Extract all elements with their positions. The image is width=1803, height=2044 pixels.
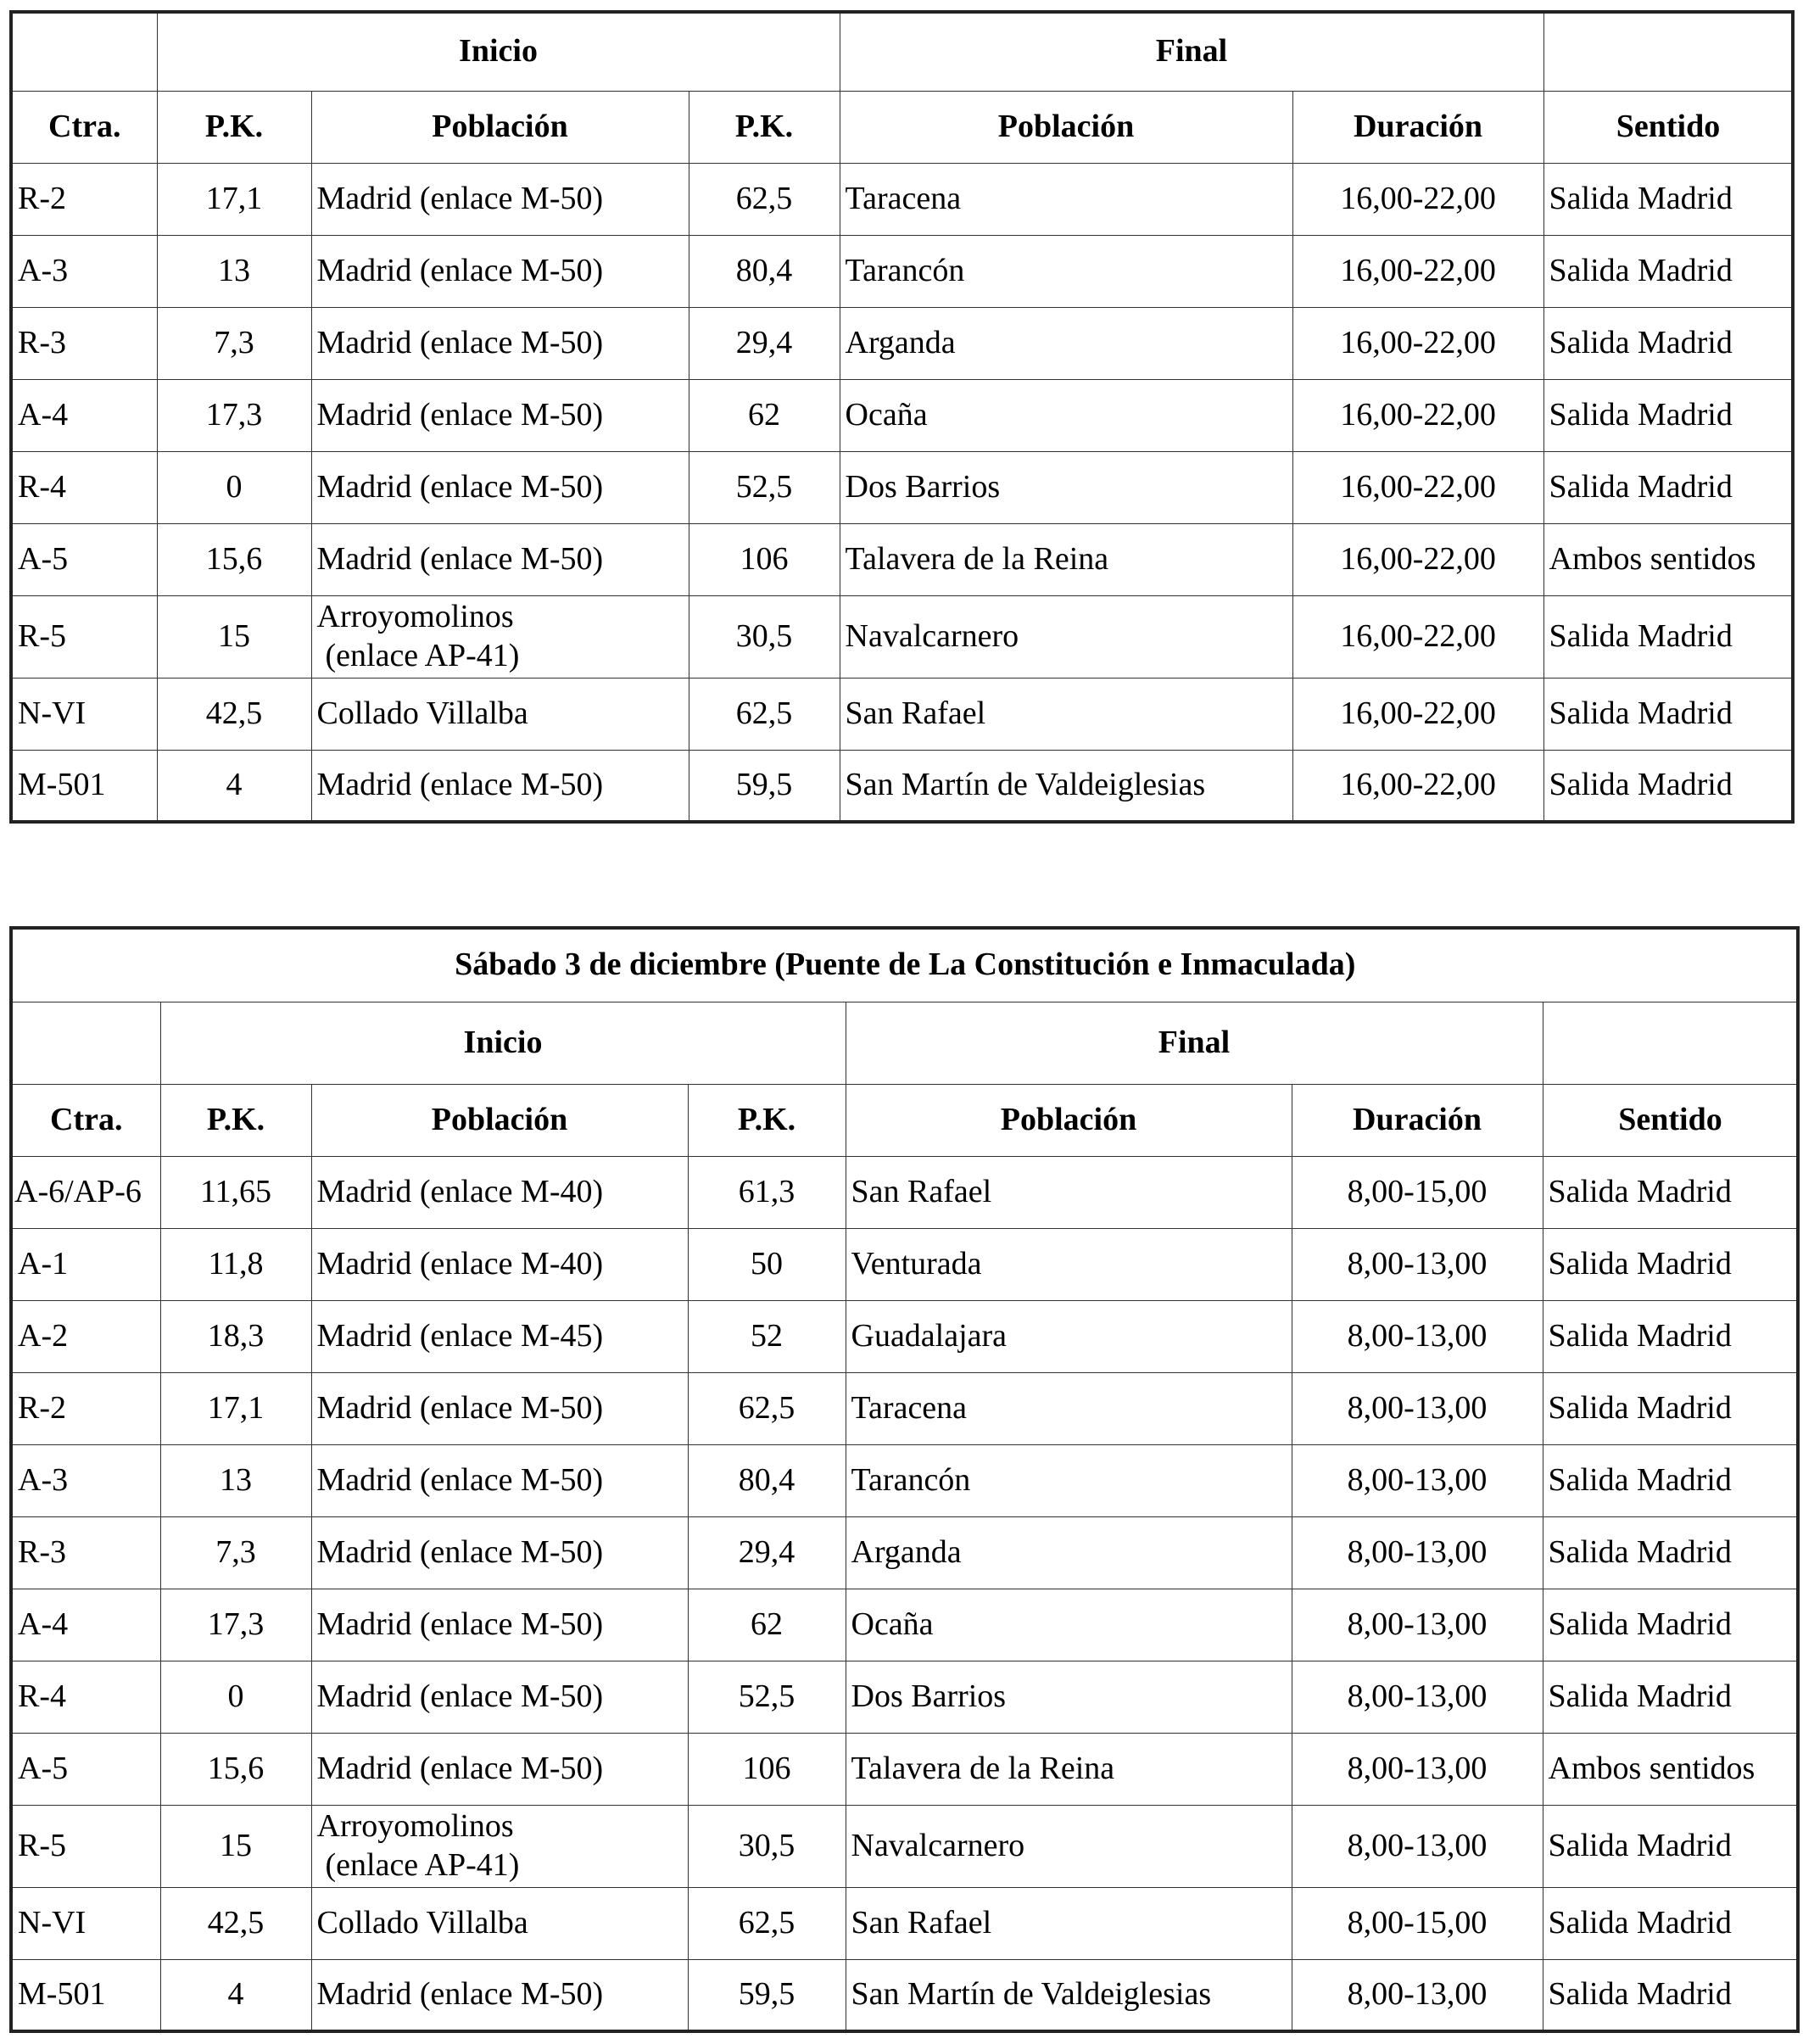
ctra-cell: A-3 — [11, 1444, 160, 1516]
pk-end-cell: 52 — [688, 1300, 846, 1372]
sentido-cell: Ambos sentidos — [1543, 1733, 1798, 1805]
duracion-cell: 8,00-13,00 — [1292, 1589, 1543, 1661]
pk-start-cell: 18,3 — [160, 1300, 311, 1372]
poblacion-start-cell: Madrid (enlace M-50) — [311, 750, 689, 822]
pk-start-cell: 11,65 — [160, 1156, 311, 1228]
duracion-cell: 8,00-13,00 — [1292, 1444, 1543, 1516]
empty-header-cell — [11, 1002, 160, 1084]
table-row — [11, 1300, 1798, 1372]
duracion-cell: 8,00-15,00 — [1292, 1156, 1543, 1228]
pk-start-cell: 15,6 — [160, 1733, 311, 1805]
ctra-cell: A-4 — [11, 1589, 160, 1661]
poblacion-line-1: Arroyomolinos — [316, 598, 514, 634]
poblacion-end-cell: Dos Barrios — [840, 451, 1292, 523]
poblacion-start-cell: Madrid (enlace M-50) — [311, 307, 689, 379]
poblacion-start-cell: Madrid (enlace M-50) — [311, 1589, 688, 1661]
duracion-cell: 16,00-22,00 — [1292, 163, 1543, 235]
pk-start-cell: 4 — [160, 1959, 311, 2031]
group-header-row — [11, 1002, 1798, 1084]
ctra-cell: A-1 — [11, 1228, 160, 1300]
duracion-header: Duración — [1292, 91, 1543, 163]
duracion-cell: 16,00-22,00 — [1292, 523, 1543, 595]
ctra-cell: M-501 — [11, 1959, 160, 2031]
poblacion-start-cell: Madrid (enlace M-50) — [311, 523, 689, 595]
group-header-row — [11, 12, 1793, 91]
inicio-header: Inicio — [160, 1002, 846, 1084]
table-row — [11, 1516, 1798, 1589]
poblacion-end-cell: San Martín de Valdeiglesias — [846, 1959, 1292, 2031]
closure-table-2 — [9, 926, 1800, 2033]
poblacion-line-2: (enlace AP-41) — [325, 637, 520, 673]
sentido-cell: Salida Madrid — [1543, 1589, 1798, 1661]
pk-end-cell: 29,4 — [688, 1516, 846, 1589]
pk-end-header: P.K. — [688, 1084, 846, 1156]
duracion-cell: 16,00-22,00 — [1292, 379, 1543, 451]
sentido-cell: Salida Madrid — [1543, 1805, 1798, 1887]
sentido-cell: Salida Madrid — [1543, 678, 1793, 750]
pk-end-cell: 61,3 — [688, 1156, 846, 1228]
pk-start-cell: 17,3 — [157, 379, 311, 451]
duracion-cell: 8,00-13,00 — [1292, 1300, 1543, 1372]
empty-header-cell — [1543, 1002, 1798, 1084]
poblacion-line-1: Arroyomolinos — [316, 1807, 514, 1844]
duracion-cell: 8,00-13,00 — [1292, 1959, 1543, 2031]
table-row — [11, 1228, 1798, 1300]
pk-end-cell: 62 — [688, 1589, 846, 1661]
poblacion-start-cell: Madrid (enlace M-40) — [311, 1156, 688, 1228]
poblacion-end-cell: Ocaña — [840, 379, 1292, 451]
pk-start-cell: 13 — [157, 235, 311, 307]
poblacion-start-cell: Madrid (enlace M-50) — [311, 163, 689, 235]
pk-end-cell: 80,4 — [688, 1444, 846, 1516]
duracion-cell: 16,00-22,00 — [1292, 678, 1543, 750]
poblacion-end-cell: Tarancón — [840, 235, 1292, 307]
table-row — [11, 163, 1793, 235]
poblacion-start-cell: Madrid (enlace M-50) — [311, 451, 689, 523]
final-header: Final — [840, 12, 1543, 91]
duracion-cell: 16,00-22,00 — [1292, 750, 1543, 822]
table-row — [11, 678, 1793, 750]
duracion-cell: 8,00-13,00 — [1292, 1372, 1543, 1444]
sentido-cell: Salida Madrid — [1543, 1516, 1798, 1589]
table-row — [11, 750, 1793, 822]
table-row — [11, 307, 1793, 379]
pk-start-cell: 7,3 — [160, 1516, 311, 1589]
poblacion-start-header: Población — [311, 1084, 688, 1156]
poblacion-end-cell: San Rafael — [846, 1887, 1292, 1959]
duracion-cell: 16,00-22,00 — [1292, 307, 1543, 379]
ctra-cell: A-2 — [11, 1300, 160, 1372]
pk-end-cell: 106 — [689, 523, 840, 595]
ctra-cell: A-4 — [11, 379, 157, 451]
column-header-row — [11, 91, 1793, 163]
ctra-cell: R-3 — [11, 1516, 160, 1589]
ctra-cell: R-2 — [11, 1372, 160, 1444]
ctra-header: Ctra. — [11, 1084, 160, 1156]
pk-start-cell: 11,8 — [160, 1228, 311, 1300]
poblacion-end-cell: Taracena — [846, 1372, 1292, 1444]
table-title-row — [11, 928, 1798, 1002]
pk-start-cell: 17,1 — [157, 163, 311, 235]
pk-end-cell: 59,5 — [689, 750, 840, 822]
ctra-cell: R-5 — [11, 595, 157, 678]
pk-start-cell: 7,3 — [157, 307, 311, 379]
duracion-cell: 16,00-22,00 — [1292, 595, 1543, 678]
pk-end-header: P.K. — [689, 91, 840, 163]
table-row — [11, 1959, 1798, 2031]
poblacion-end-cell: San Rafael — [840, 678, 1292, 750]
pk-end-cell: 30,5 — [689, 595, 840, 678]
pk-end-cell: 80,4 — [689, 235, 840, 307]
pk-start-cell: 15 — [157, 595, 311, 678]
pk-start-cell: 42,5 — [157, 678, 311, 750]
table-row — [11, 1589, 1798, 1661]
sentido-cell: Salida Madrid — [1543, 595, 1793, 678]
duracion-cell: 16,00-22,00 — [1292, 451, 1543, 523]
ctra-cell: A-3 — [11, 235, 157, 307]
poblacion-end-cell: San Rafael — [846, 1156, 1292, 1228]
sentido-cell: Salida Madrid — [1543, 1887, 1798, 1959]
sentido-cell: Salida Madrid — [1543, 451, 1793, 523]
sentido-cell: Salida Madrid — [1543, 163, 1793, 235]
ctra-cell: A-5 — [11, 523, 157, 595]
pk-end-cell: 106 — [688, 1733, 846, 1805]
pk-start-header: P.K. — [160, 1084, 311, 1156]
poblacion-start-cell: Madrid (enlace M-50) — [311, 1959, 688, 2031]
table-row — [11, 379, 1793, 451]
poblacion-line-2: (enlace AP-41) — [325, 1846, 520, 1883]
table-row — [11, 235, 1793, 307]
ctra-cell: M-501 — [11, 750, 157, 822]
table-title: Sábado 3 de diciembre (Puente de La Constitución e Inmaculada) — [11, 928, 1798, 1002]
poblacion-start-cell: Madrid (enlace M-50) — [311, 235, 689, 307]
column-header-row — [11, 1084, 1798, 1156]
pk-end-cell: 62,5 — [688, 1372, 846, 1444]
pk-start-cell: 17,3 — [160, 1589, 311, 1661]
poblacion-end-cell: Venturada — [846, 1228, 1292, 1300]
poblacion-end-cell: Navalcarnero — [846, 1805, 1292, 1887]
pk-end-cell: 62 — [689, 379, 840, 451]
pk-start-cell: 17,1 — [160, 1372, 311, 1444]
poblacion-end-cell: Guadalajara — [846, 1300, 1292, 1372]
sentido-cell: Salida Madrid — [1543, 307, 1793, 379]
duracion-cell: 8,00-13,00 — [1292, 1516, 1543, 1589]
poblacion-end-cell: Ocaña — [846, 1589, 1292, 1661]
duracion-header: Duración — [1292, 1084, 1543, 1156]
inicio-header: Inicio — [157, 12, 840, 91]
duracion-cell: 16,00-22,00 — [1292, 235, 1543, 307]
poblacion-start-cell: Madrid (enlace M-45) — [311, 1300, 688, 1372]
sentido-header: Sentido — [1543, 1084, 1798, 1156]
pk-start-cell: 13 — [160, 1444, 311, 1516]
table-row — [11, 1887, 1798, 1959]
sentido-cell: Salida Madrid — [1543, 1372, 1798, 1444]
table-row — [11, 1372, 1798, 1444]
empty-header-cell — [1543, 12, 1793, 91]
pk-end-cell: 52,5 — [688, 1661, 846, 1733]
table-row — [11, 595, 1793, 678]
duracion-cell: 8,00-13,00 — [1292, 1733, 1543, 1805]
pk-end-cell: 52,5 — [689, 451, 840, 523]
closure-table-1 — [9, 10, 1795, 824]
pk-end-cell: 29,4 — [689, 307, 840, 379]
pk-start-header: P.K. — [157, 91, 311, 163]
ctra-cell: R-4 — [11, 451, 157, 523]
poblacion-start-cell: Madrid (enlace M-50) — [311, 1372, 688, 1444]
pk-start-cell: 15,6 — [157, 523, 311, 595]
poblacion-start-cell: Madrid (enlace M-50) — [311, 1661, 688, 1733]
poblacion-end-cell: Navalcarnero — [840, 595, 1292, 678]
poblacion-end-cell: Talavera de la Reina — [846, 1733, 1292, 1805]
ctra-cell: A-5 — [11, 1733, 160, 1805]
pk-start-cell: 42,5 — [160, 1887, 311, 1959]
sentido-cell: Salida Madrid — [1543, 1156, 1798, 1228]
pk-end-cell: 59,5 — [688, 1959, 846, 2031]
pk-start-cell: 15 — [160, 1805, 311, 1887]
poblacion-start-cell — [311, 1805, 688, 1887]
pk-start-cell: 0 — [157, 451, 311, 523]
empty-header-cell — [11, 12, 157, 91]
sentido-cell: Salida Madrid — [1543, 1959, 1798, 2031]
ctra-cell: R-3 — [11, 307, 157, 379]
ctra-cell: R-5 — [11, 1805, 160, 1887]
poblacion-start-cell: Collado Villalba — [311, 1887, 688, 1959]
ctra-cell: R-2 — [11, 163, 157, 235]
poblacion-end-cell: Arganda — [846, 1516, 1292, 1589]
poblacion-start-cell: Madrid (enlace M-50) — [311, 1733, 688, 1805]
pk-end-cell: 62,5 — [688, 1887, 846, 1959]
sentido-cell: Salida Madrid — [1543, 750, 1793, 822]
final-header: Final — [846, 1002, 1543, 1084]
duracion-cell: 8,00-15,00 — [1292, 1887, 1543, 1959]
poblacion-start-cell: Madrid (enlace M-50) — [311, 1444, 688, 1516]
sentido-cell: Salida Madrid — [1543, 379, 1793, 451]
table-row — [11, 1661, 1798, 1733]
poblacion-end-cell: Arganda — [840, 307, 1292, 379]
poblacion-start-cell: Madrid (enlace M-40) — [311, 1228, 688, 1300]
poblacion-end-cell: San Martín de Valdeiglesias — [840, 750, 1292, 822]
poblacion-start-cell: Madrid (enlace M-50) — [311, 1516, 688, 1589]
table-row — [11, 1805, 1798, 1887]
poblacion-end-cell: Taracena — [840, 163, 1292, 235]
table-row — [11, 523, 1793, 595]
table-row — [11, 1156, 1798, 1228]
pk-end-cell: 62,5 — [689, 678, 840, 750]
pk-start-cell: 0 — [160, 1661, 311, 1733]
duracion-cell: 8,00-13,00 — [1292, 1228, 1543, 1300]
poblacion-end-cell: Tarancón — [846, 1444, 1292, 1516]
ctra-cell: N-VI — [11, 1887, 160, 1959]
ctra-cell: N-VI — [11, 678, 157, 750]
sentido-cell: Ambos sentidos — [1543, 523, 1793, 595]
sentido-cell: Salida Madrid — [1543, 1300, 1798, 1372]
table-row — [11, 1733, 1798, 1805]
poblacion-end-cell: Talavera de la Reina — [840, 523, 1292, 595]
ctra-cell: A-6/AP-6 — [11, 1156, 160, 1228]
sentido-header: Sentido — [1543, 91, 1793, 163]
sentido-cell: Salida Madrid — [1543, 1444, 1798, 1516]
pk-start-cell: 4 — [157, 750, 311, 822]
pk-end-cell: 30,5 — [688, 1805, 846, 1887]
poblacion-end-cell: Dos Barrios — [846, 1661, 1292, 1733]
poblacion-start-cell: Collado Villalba — [311, 678, 689, 750]
duracion-cell: 8,00-13,00 — [1292, 1661, 1543, 1733]
poblacion-end-header: Población — [846, 1084, 1292, 1156]
pk-end-cell: 50 — [688, 1228, 846, 1300]
poblacion-start-header: Población — [311, 91, 689, 163]
pk-end-cell: 62,5 — [689, 163, 840, 235]
table-row — [11, 1444, 1798, 1516]
ctra-header: Ctra. — [11, 91, 157, 163]
sentido-cell: Salida Madrid — [1543, 1661, 1798, 1733]
sentido-cell: Salida Madrid — [1543, 235, 1793, 307]
ctra-cell: R-4 — [11, 1661, 160, 1733]
table-row — [11, 451, 1793, 523]
poblacion-start-cell: Madrid (enlace M-50) — [311, 379, 689, 451]
duracion-cell: 8,00-13,00 — [1292, 1805, 1543, 1887]
poblacion-end-header: Población — [840, 91, 1292, 163]
sentido-cell: Salida Madrid — [1543, 1228, 1798, 1300]
poblacion-start-cell — [311, 595, 689, 678]
